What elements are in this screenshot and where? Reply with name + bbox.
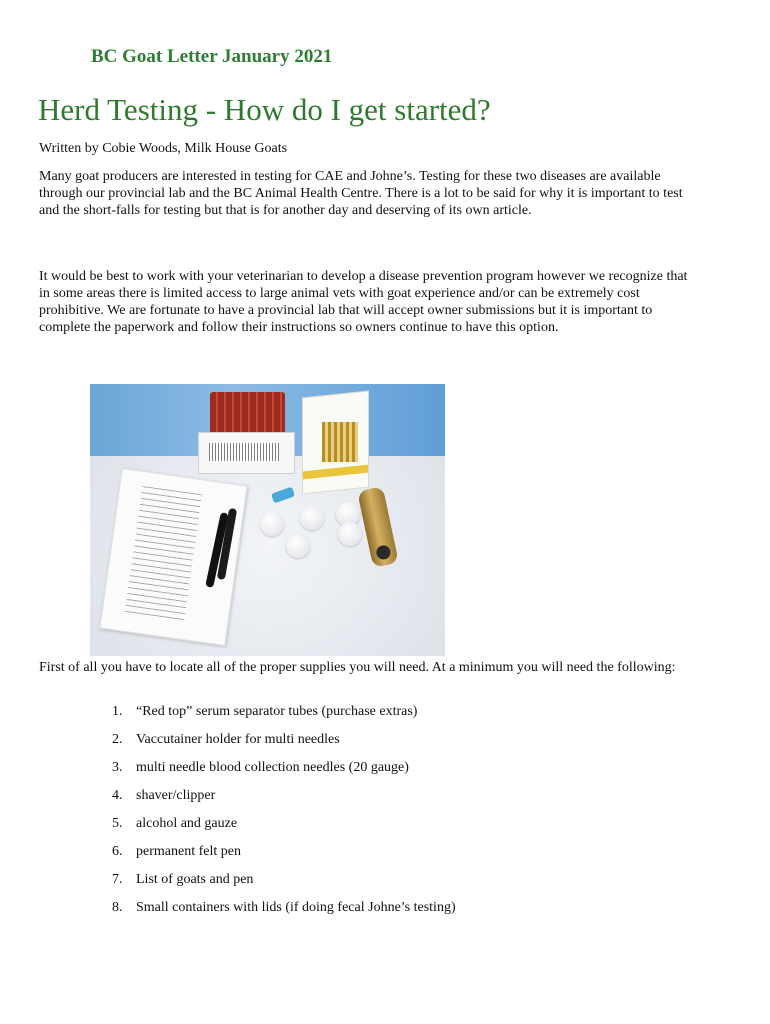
shaver-clipper: [357, 486, 399, 568]
list-item: 3. multi needle blood collection needles (20 gauge): [112, 760, 409, 775]
list-item: 2. Vaccutainer holder for multi needles: [112, 732, 340, 747]
container-lid: [338, 522, 362, 546]
list-item: 1. “Red top” serum separator tubes (purchase extras): [112, 704, 418, 719]
tube-box: [198, 432, 295, 474]
list-item: 8. Small containers with lids (if doing fecal Johne’s testing): [112, 900, 456, 915]
intro-paragraph: Many goat producers are interested in testing for CAE and Johne’s. Testing for these two diseases are available through our provincial lab and the BC Animal Health Centre. There is a lot to be said for why it is important to test and the short-falls for testing but that is for another day and deserving of its own article.: [39, 169, 683, 218]
veterinarian-paragraph: It would be best to work with your veterinarian to develop a disease prevention program however we recognize that in some areas there is limited access to large animal vets with goat experience and/or can be extremely cost prohibitive. We are fortunate to have a provincial lab that will accept owner submissions but it is important to complete the paperwork and follow their instructions so owners continue to have this option.: [39, 269, 688, 335]
list-item: 5. alcohol and gauze: [112, 816, 238, 831]
supplies-list: [112, 702, 456, 926]
supplies-photo: [90, 384, 445, 656]
container-lid: [286, 534, 310, 558]
supplies-intro-paragraph: First of all you have to locate all of the proper supplies you will need. At a minimum you will need the following:: [39, 660, 676, 675]
container-lid: [260, 512, 284, 536]
vacutainer-holder: [271, 487, 295, 504]
byline: Written by Cobie Woods, Milk House Goats: [39, 141, 288, 156]
collection-needles: [322, 422, 358, 462]
article-title: Herd Testing - How do I get started?: [38, 92, 491, 127]
list-item: 4. shaver/clipper: [112, 788, 216, 803]
newsletter-title: BC Goat Letter January 2021: [91, 46, 333, 67]
list-item: 7. List of goats and pen: [112, 872, 254, 887]
container-lid: [300, 506, 324, 530]
list-item: 6. permanent felt pen: [112, 844, 241, 859]
